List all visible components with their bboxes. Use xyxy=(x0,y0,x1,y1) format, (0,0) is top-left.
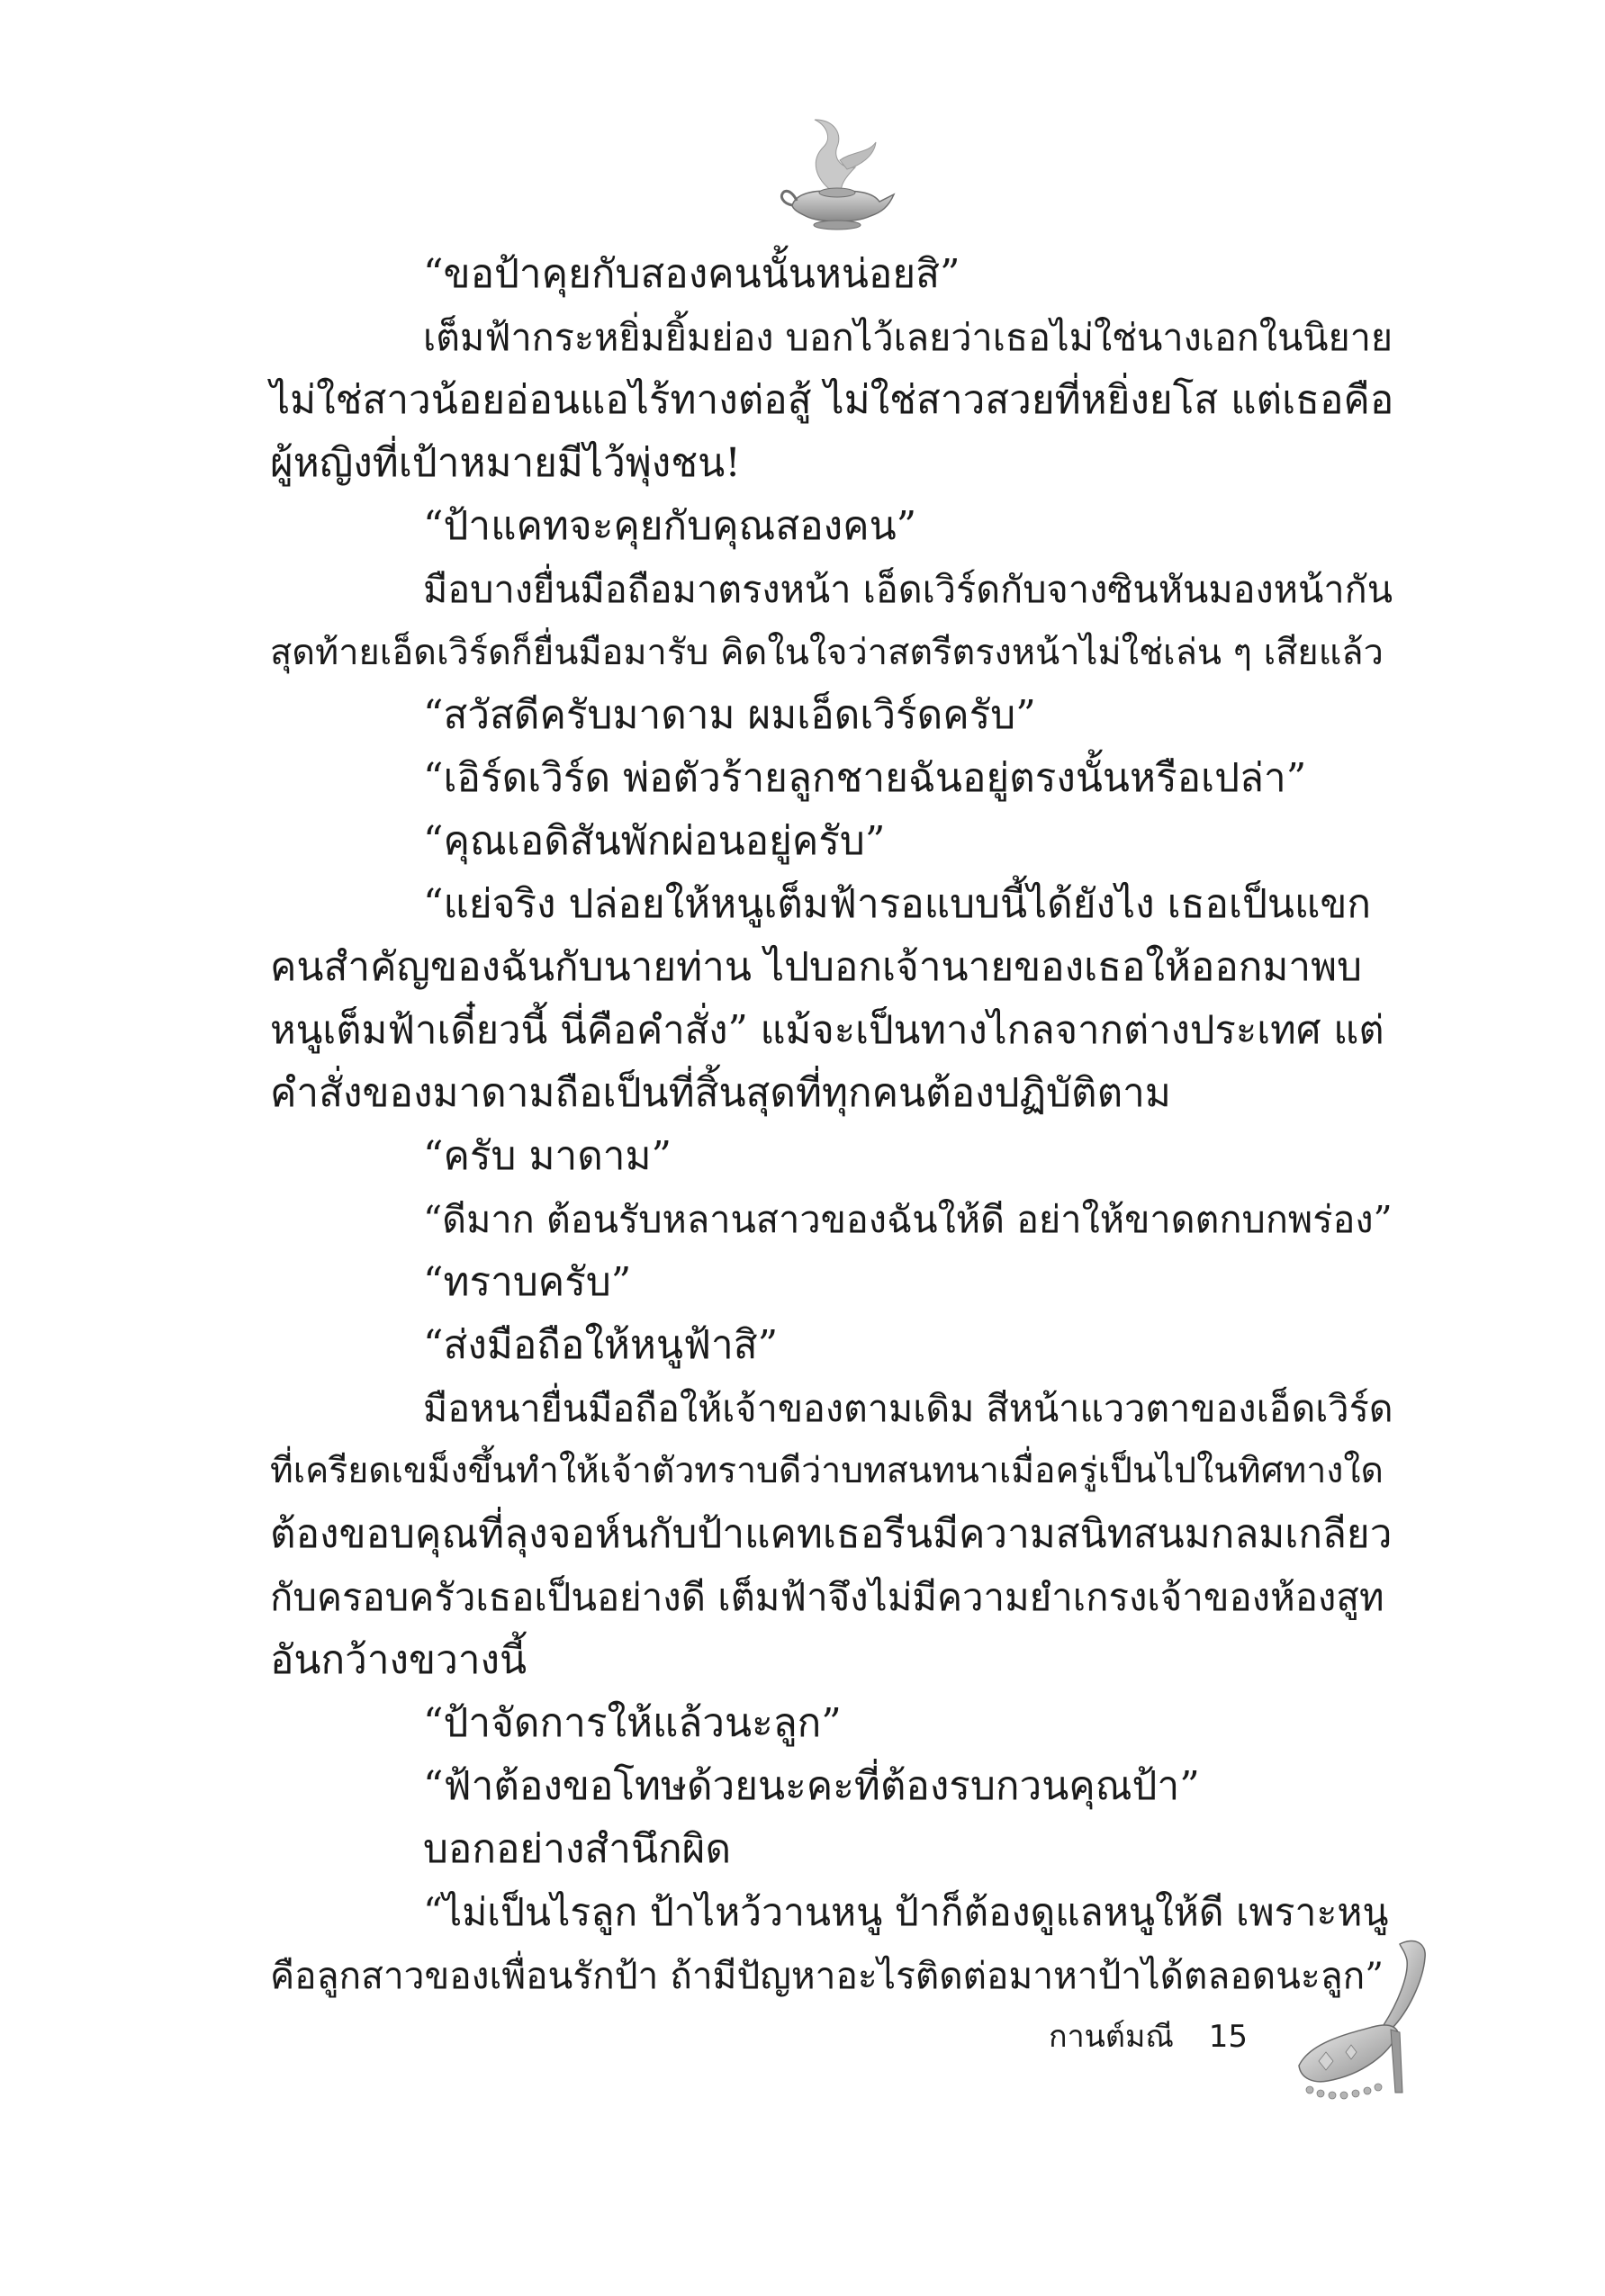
page-footer xyxy=(1049,2012,1248,2060)
text-line: “ไม่เป็นไรลูก ป้าไหว้วานหนู ป้าก็ต้องดูแลหนูให้ดี เพราะหนู xyxy=(423,1890,1389,1935)
text-line: ต้องขอบคุณที่ลุงจอห์นกับป้าแคทเธอรีนมีความสนิทสนมกลมเกลียว xyxy=(270,1511,1393,1557)
text-line: อันกว้างขวางนี้ xyxy=(270,1637,527,1683)
glass-slipper-icon xyxy=(1283,1926,1440,2106)
text-line: “ป้าจัดการให้แล้วนะลูก” xyxy=(423,1700,842,1746)
text-line: “สวัสดีครับมาดาม ผมเอ็ดเวิร์ดครับ” xyxy=(423,692,1036,738)
text-line: “ทราบครับ” xyxy=(423,1259,632,1305)
text-line: ผู้หญิงที่เป้าหมายมีไว้พุ่งชน! xyxy=(270,440,741,486)
text-line: หนูเต็มฟ้าเดี๋ยวนี้ นี่คือคำสั่ง” แม้จะเป็นทางไกลจากต่างประเทศ แต่ xyxy=(270,1008,1384,1053)
text-line: “คุณเอดิสันพักผ่อนอยู่ครับ” xyxy=(423,818,886,864)
text-line: กับครอบครัวเธอเป็นอย่างดี เต็มฟ้าจึงไม่มีความยำเกรงเจ้าของห้องสูท xyxy=(270,1575,1384,1619)
text-line: “ส่งมือถือให้หนูฟ้าสิ” xyxy=(423,1322,779,1368)
author-name: กานต์มณี xyxy=(1049,2019,1174,2055)
text-line: มือหนายื่นมือถือให้เจ้าของตามเดิม สีหน้าแววตาของเอ็ดเวิร์ด xyxy=(423,1387,1393,1430)
text-line: “แย่จริง ปล่อยให้หนูเต็มฟ้ารอแบบนี้ได้ยังไง เธอเป็นแขก xyxy=(423,881,1372,927)
magic-lamp-icon xyxy=(770,106,905,241)
text-line: “ฟ้าต้องขอโทษด้วยนะคะที่ต้องรบกวนคุณป้า” xyxy=(423,1763,1200,1809)
text-line: บอกอย่างสำนึกผิด xyxy=(423,1826,732,1872)
text-line: สุดท้ายเอ็ดเวิร์ดก็ยื่นมือมารับ คิดในใจว่าสตรีตรงหน้าไม่ใช่เล่น ๆ เสียแล้ว xyxy=(270,632,1384,673)
text-line: มือบางยื่นมือถือมาตรงหน้า เอ็ดเวิร์ดกับจางซินหันมองหน้ากัน xyxy=(423,568,1393,611)
text-line: “ครับ มาดาม” xyxy=(423,1133,672,1179)
text-line: คำสั่งของมาดามถือเป็นที่สิ้นสุดที่ทุกคนต้องปฏิบัติตาม xyxy=(270,1070,1171,1116)
text-line: “เอิร์ดเวิร์ด พ่อตัวร้ายลูกชายฉันอยู่ตรงนั้นหรือเปล่า” xyxy=(423,755,1307,801)
text-line: “ป้าแคทจะคุยกับคุณสองคน” xyxy=(423,503,917,549)
text-line: “ขอป้าคุยกับสองคนนั้นหน่อยสิ” xyxy=(423,251,960,297)
text-line: คนสำคัญของฉันกับนายท่าน ไปบอกเจ้านายของเธอให้ออกมาพบ xyxy=(270,944,1363,990)
text-line: ไม่ใช่สาวน้อยอ่อนแอไร้ทางต่อสู้ ไม่ใช่สาวสวยที่หยิ่งยโส แต่เธอคือ xyxy=(270,377,1394,423)
text-line: คือลูกสาวของเพื่อนรักป้า ถ้ามีปัญหาอะไรติดต่อมาหาป้าได้ตลอดนะลูก” xyxy=(270,1954,1384,1997)
text-line: ที่เครียดเขม็งขึ้นทำให้เจ้าตัวทราบดีว่าบทสนทนาเมื่อครู่เป็นไปในทิศทางใด xyxy=(270,1451,1384,1491)
text-line: “ดีมาก ต้อนรับหลานสาวของฉันให้ดี อย่าให้ขาดตกบกพร่อง” xyxy=(423,1198,1393,1241)
page-number: 15 xyxy=(1208,2019,1249,2055)
text-line: เต็มฟ้ากระหยิ่มยิ้มย่อง บอกไว้เลยว่าเธอไม่ใช่นางเอกในนิยาย xyxy=(423,316,1393,359)
body-text xyxy=(270,243,1395,2007)
